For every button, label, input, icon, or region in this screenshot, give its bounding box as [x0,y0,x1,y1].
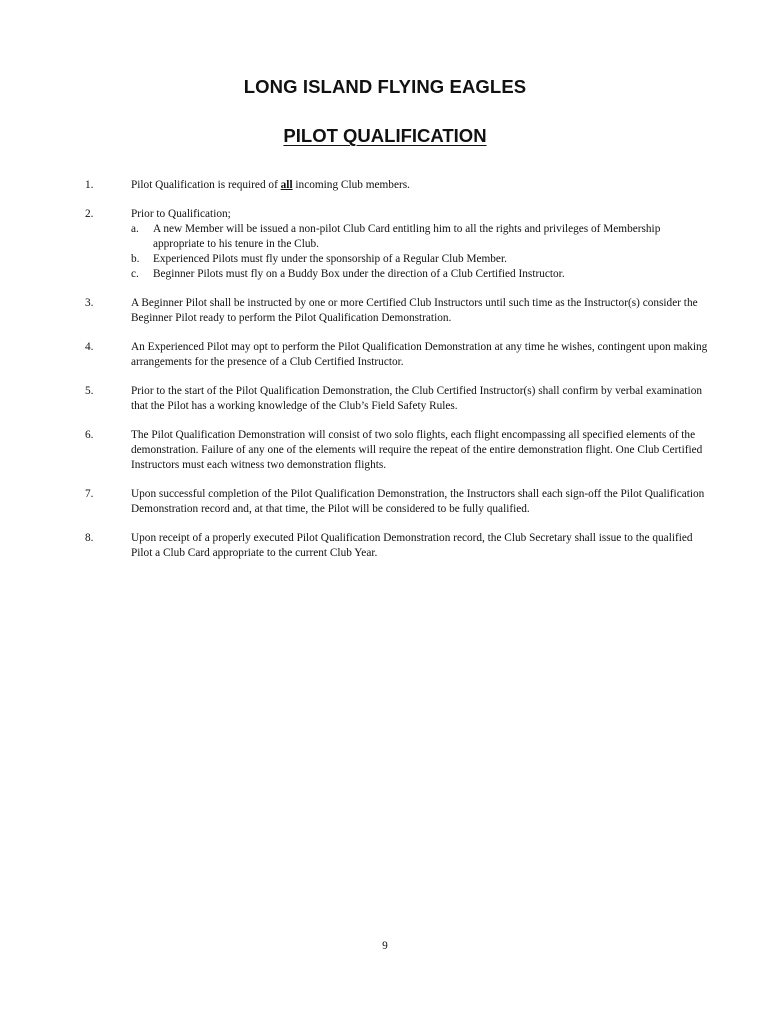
list-item-4 [0,340,770,370]
sub-item-a [131,222,710,252]
page-number: 9 [382,940,388,952]
item-text: Upon receipt of a properly executed Pilot Qualification Demonstration record, the Club Secretary shall issue to the qualified Pilot a Club Card appropriate to the current Club Year. [131,532,693,559]
list-item-6 [0,428,770,473]
item-number: 8. [85,532,94,544]
list-item-8 [0,531,770,561]
item-number: 4. [85,341,94,353]
page-title: PILOT QUALIFICATION [283,125,487,146]
item-text: A Beginner Pilot shall be instructed by one or more Certified Club Instructors until such time as the Instructor(s) consider the Beginner Pilot ready to perform the Pilot Qualification Demonstration. [131,297,698,324]
sub-item-letter: a. [131,223,139,235]
item-text-after: incoming Club members. [292,179,410,191]
sub-item-text: Beginner Pilots must fly on a Buddy Box under the direction of a Club Certified Instructor. [153,268,565,280]
list-item-2 [0,207,770,282]
item-text-before: Pilot Qualification is required of [131,179,281,191]
item-text: The Pilot Qualification Demonstration will consist of two solo flights, each flight encompassing all specified elements of the demonstration. Failure of any one of the elements will require the repeat of the entire demonstration flight. One Club Certified Instructors must each witness two demonstration flights. [131,429,703,471]
item-text: Upon successful completion of the Pilot Qualification Demonstration, the Instructors shall each sign-off the Pilot Qualification Demonstration record and, at that time, the Pilot will be considered to be fully qualified. [131,488,705,515]
sub-item-letter: b. [131,253,140,265]
list-item-5 [0,384,770,414]
item-text: Prior to Qualification; [131,208,231,220]
item-number: 7. [85,488,94,500]
sub-item-b [131,252,710,267]
list-item-7 [0,487,770,517]
item-number: 2. [85,208,94,220]
item-number: 6. [85,429,94,441]
sub-item-text: Experienced Pilots must fly under the sponsorship of a Regular Club Member. [153,253,507,265]
organization-title: LONG ISLAND FLYING EAGLES [243,76,527,97]
sub-item-letter: c. [131,268,139,280]
item-text [131,178,710,193]
item-text: Prior to the start of the Pilot Qualification Demonstration, the Club Certified Instructor(s) shall confirm by verbal examination that the Pilot has a working knowledge of the Club’s Field Safety Rules. [131,385,702,412]
list-item-3 [0,296,770,326]
qualification-list [0,178,770,575]
item-number: 5. [85,385,94,397]
item-emphasis: all [280,179,293,191]
item-number: 3. [85,297,94,309]
list-item-1 [0,178,770,193]
sub-item-c [131,267,710,282]
item-text: An Experienced Pilot may opt to perform the Pilot Qualification Demonstration at any time he wishes, contingent upon making arrangements for the presence of a Club Certified Instructor. [131,341,708,368]
sub-item-text: A new Member will be issued a non-pilot Club Card entitling him to all the rights and privileges of Membership appropriate to his tenure in the Club. [153,223,661,250]
sub-list [131,222,710,282]
item-number: 1. [85,179,94,191]
